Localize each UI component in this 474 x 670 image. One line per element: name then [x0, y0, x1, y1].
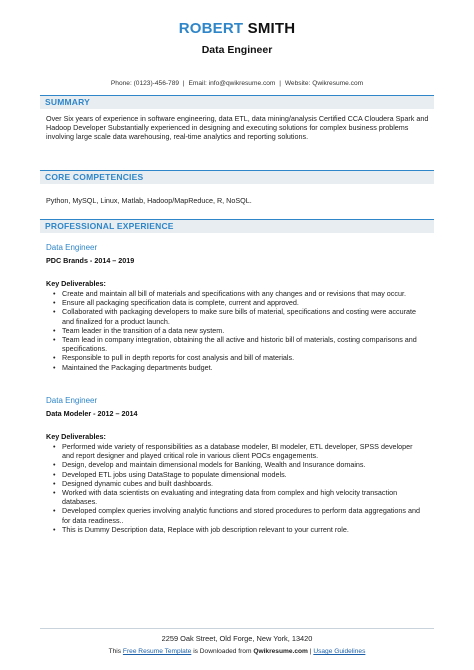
list-item: • Responsible to pull in depth reports for cost analysis and bill of materials.	[53, 353, 295, 363]
website-text: Website: Qwikresume.com	[284, 80, 364, 87]
job-role: Data Engineer	[46, 243, 98, 252]
list-item: • Designed dynamic cubes and built dashboards.	[53, 478, 214, 488]
list-item: • Performed wide variety of responsibilities as a database modeler, BI modeler, ETL developer, SPSS developer and report designer and played critical role in various client POCs engagements.	[53, 442, 413, 461]
list-item: • Maintained the Packaging departments budget.	[53, 362, 213, 372]
free-resume-template-link[interactable]: Free Resume Template	[122, 648, 192, 655]
competencies-heading-bar	[40, 170, 434, 184]
bullet-icon: •	[53, 353, 56, 363]
bullet-icon: •	[53, 307, 56, 317]
list-item: • Collaborated with packaging developers to make sure bills of material, specifications and costing were accurate and finalized for a product launch.	[53, 307, 416, 326]
footer-credit	[0, 648, 474, 655]
key-deliverables-label: Key Deliverables:	[46, 279, 106, 288]
bullet-icon: •	[53, 298, 56, 308]
candidate-name	[0, 20, 474, 37]
job-role: Data Engineer	[46, 396, 98, 405]
bullet-icon: •	[53, 442, 56, 451]
competencies-heading: CORE COMPETENCIES	[45, 172, 144, 182]
first-name: ROBERT	[178, 20, 244, 37]
list-item: • Team lead in company integration, obtaining the all active and historic bill of materials, costing comparisons and specifications.	[53, 335, 417, 354]
list-item: • This is Dummy Description data, Replace with job description relevant to your current role.	[53, 524, 349, 534]
summary-text: Over Six years of experience in software engineering, data ETL, data mining/analysis Certified CCA Cloudera Spark and Hadoop Developer Substantially experienced in designing and executing solutions for complex business problems involving large scale data warehousing, real-time analytics and reporting solutions.	[46, 114, 429, 142]
list-item: • Design, develop and maintain dimensional models for Banking, Wealth and Insurance domains.	[53, 460, 366, 470]
bullet-icon: •	[53, 460, 56, 470]
bullet-icon: •	[53, 469, 56, 479]
bullet-icon: •	[53, 478, 56, 488]
experience-heading-bar	[40, 219, 434, 233]
bullet-icon: •	[53, 289, 56, 298]
job-title: Data Engineer	[201, 44, 273, 56]
list-item: • Developed complex queries involving analytic functions and stored procedures to perform data aggregations and for data readiness..	[53, 506, 420, 525]
email-text: Email: info@qwikresume.com	[188, 80, 276, 87]
key-deliverables-label: Key Deliverables:	[46, 432, 106, 441]
job-org-dates: Data Modeler - 2012 – 2014	[46, 409, 138, 418]
bullet-icon: •	[53, 524, 56, 534]
footer-prefix: This	[108, 648, 122, 655]
bullet-icon: •	[53, 488, 56, 498]
contact-separator: |	[182, 80, 185, 87]
list-item: • Ensure all packaging specification data is complete, current and approved.	[53, 298, 299, 308]
bullet-icon: •	[53, 362, 56, 372]
footer-mid-text: is Downloaded from	[193, 648, 252, 655]
bullet-icon: •	[53, 325, 56, 335]
footer-address: 2259 Oak Street, Old Forge, New York, 13420	[161, 634, 313, 643]
deliverables-list	[50, 289, 426, 372]
footer-divider	[40, 628, 434, 629]
list-item: • Create and maintain all bill of materials and specifications with any changes and or revisions that may occur.	[53, 289, 406, 298]
list-item: • Developed ETL jobs using DataStage to populate dimensional models.	[53, 469, 287, 479]
bullet-icon: •	[53, 335, 56, 345]
contact-line	[0, 80, 474, 87]
summary-heading-bar	[40, 95, 434, 109]
summary-heading: SUMMARY	[45, 97, 90, 107]
bullet-icon: •	[53, 506, 56, 516]
contact-separator: |	[279, 80, 281, 87]
competencies-text: Python, MySQL, Linux, Matlab, Hadoop/MapReduce, R, NoSQL.	[46, 196, 252, 205]
footer-brand: Qwikresume.com	[253, 648, 308, 655]
list-item: • Worked with data scientists on evaluating and integrating data from complex and high velocity transaction databases.	[53, 488, 398, 507]
phone-text: Phone: (0123)-456-789	[110, 80, 180, 87]
job-org-dates: PDC Brands - 2014 – 2019	[46, 256, 135, 265]
deliverables-list	[50, 442, 426, 534]
list-item: • Team leader in the transition of a data new system.	[53, 325, 225, 335]
last-name: SMITH	[247, 20, 296, 37]
experience-heading: PROFESSIONAL EXPERIENCE	[45, 221, 174, 231]
usage-guidelines-link[interactable]: Usage Guidelines	[313, 648, 366, 655]
footer-pipe: |	[309, 648, 312, 655]
